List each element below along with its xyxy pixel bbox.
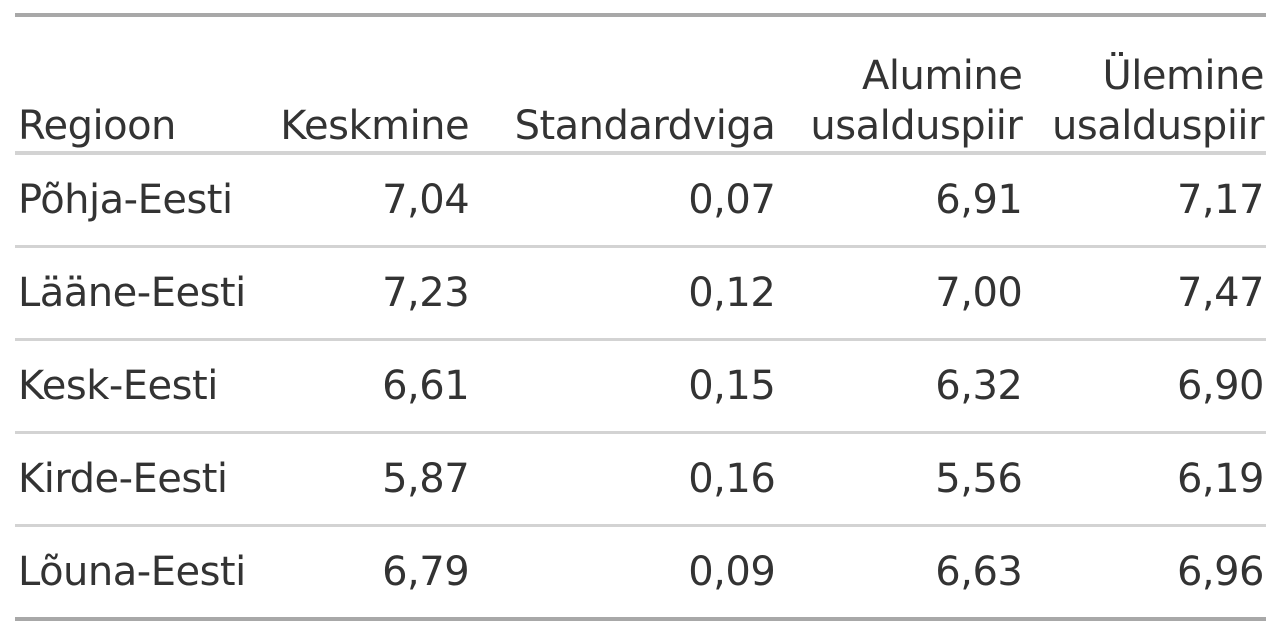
header-mean: Keskmine — [280, 103, 470, 149]
cell-lower: 6,91 — [935, 177, 1023, 223]
cell-lower: 5,56 — [935, 456, 1023, 502]
cell-mean: 6,61 — [382, 363, 470, 409]
cell-std-error: 0,16 — [688, 456, 776, 502]
cell-region: Lõuna-Eesti — [18, 549, 246, 595]
table-header — [15, 15, 1266, 153]
cell-std-error: 0,12 — [688, 270, 776, 316]
cell-upper: 6,96 — [1176, 549, 1264, 595]
cell-mean: 5,87 — [382, 456, 470, 502]
cell-std-error: 0,07 — [688, 177, 776, 223]
cell-upper: 7,17 — [1176, 177, 1264, 223]
header-upper-line1: Ülemine — [1102, 53, 1264, 99]
table-row — [15, 526, 1266, 620]
table-row — [15, 340, 1266, 433]
cell-region: Põhja-Eesti — [18, 177, 233, 223]
cell-upper: 7,47 — [1176, 270, 1264, 316]
table-row — [15, 433, 1266, 526]
cell-lower: 6,32 — [935, 363, 1023, 409]
header-lower-limit — [777, 15, 1024, 153]
cell-upper: 6,19 — [1176, 456, 1264, 502]
cell-std-error: 0,09 — [688, 549, 776, 595]
header-upper-limit — [1024, 15, 1266, 153]
cell-lower: 7,00 — [935, 270, 1023, 316]
cell-mean: 7,04 — [382, 177, 470, 223]
cell-region: Kesk-Eesti — [18, 363, 218, 409]
header-lower-line1: Alumine — [861, 53, 1023, 99]
table-row — [15, 153, 1266, 247]
header-row — [15, 15, 1266, 153]
cell-lower: 6,63 — [935, 549, 1023, 595]
header-lower-line2: usalduspiir — [810, 103, 1023, 149]
table-body — [15, 153, 1266, 619]
regional-statistics-table — [15, 13, 1266, 621]
cell-region: Lääne-Eesti — [18, 270, 246, 316]
cell-region: Kirde-Eesti — [18, 456, 228, 502]
cell-std-error: 0,15 — [688, 363, 776, 409]
header-upper-line2: usalduspiir — [1052, 103, 1264, 149]
table-row — [15, 247, 1266, 340]
header-region: Regioon — [18, 103, 176, 149]
header-std-error: Standardviga — [514, 103, 776, 149]
cell-upper: 6,90 — [1176, 363, 1264, 409]
cell-mean: 6,79 — [382, 549, 470, 595]
cell-mean: 7,23 — [382, 270, 470, 316]
